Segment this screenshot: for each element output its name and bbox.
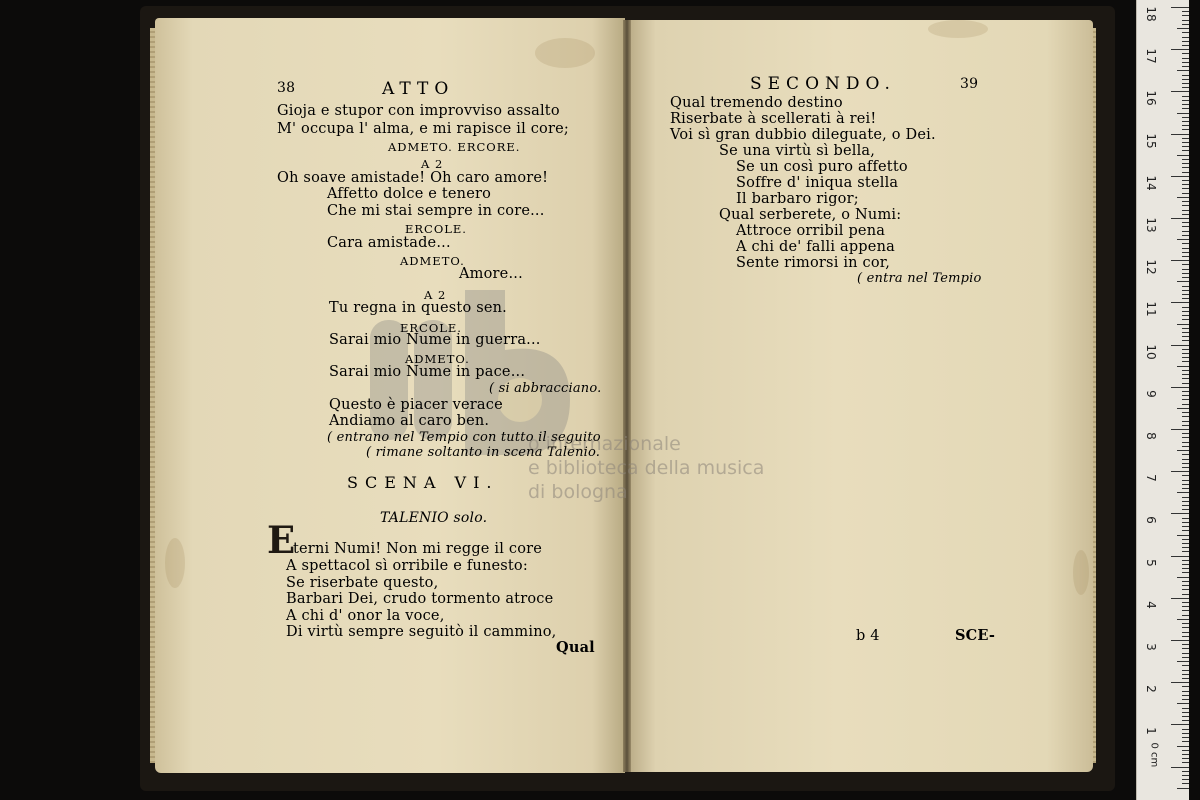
watermark-line-1: o internazionale <box>528 433 681 455</box>
ruler-tick <box>1182 226 1189 227</box>
ruler-tick <box>1177 788 1189 789</box>
ruler-tick <box>1182 421 1189 422</box>
ruler-tick <box>1171 640 1189 641</box>
ruler-tick <box>1182 632 1189 633</box>
ruler-tick <box>1182 349 1189 350</box>
right-page-number: 39 <box>960 76 979 92</box>
ruler-tick <box>1182 547 1189 548</box>
ruler-tick <box>1182 45 1189 46</box>
ruler-tick <box>1177 746 1189 747</box>
ruler-tick <box>1182 442 1189 443</box>
ruler-tick <box>1182 150 1189 151</box>
ruler-tick <box>1182 104 1189 105</box>
ruler-tick <box>1182 657 1189 658</box>
ruler-tick <box>1182 484 1189 485</box>
ruler-tick <box>1182 37 1189 38</box>
ruler-tick <box>1171 513 1189 514</box>
drop-cap: E <box>267 518 296 562</box>
ruler-tick <box>1182 269 1189 270</box>
ruler-tick <box>1182 378 1189 379</box>
ruler-tick <box>1182 87 1189 88</box>
ruler-tick <box>1177 28 1189 29</box>
text-line: Affetto dolce e tenero <box>327 186 492 202</box>
ruler-tick <box>1182 205 1189 206</box>
ruler-tick <box>1182 252 1189 253</box>
ruler-tick <box>1177 281 1189 282</box>
ruler-tick <box>1171 134 1189 135</box>
ruler-tick <box>1182 648 1189 649</box>
text-line: Il barbaro rigor; <box>736 191 859 207</box>
ruler-tick <box>1171 724 1189 725</box>
text-line: Amore... <box>459 266 523 282</box>
text-line: Che mi stai sempre in core... <box>327 203 545 219</box>
ruler-tick <box>1182 256 1189 257</box>
ruler-tick <box>1182 716 1189 717</box>
ruler-tick <box>1182 20 1189 21</box>
text-line: A chi de' falli appena <box>736 239 895 255</box>
catchword: Qual <box>556 639 595 656</box>
ruler-tick <box>1182 480 1189 481</box>
ruler-tick <box>1182 273 1189 274</box>
speaker-label: A 2 <box>424 288 447 302</box>
text-line: terni Numi! Non mi regge il core <box>293 541 543 557</box>
ruler-tick <box>1182 589 1189 590</box>
ruler-tick <box>1182 294 1189 295</box>
ruler-tick <box>1182 636 1189 637</box>
ruler-number: 14 <box>1144 175 1158 191</box>
watermark-line-3: di bologna <box>528 481 628 503</box>
ruler-tick <box>1182 146 1189 147</box>
ruler-tick <box>1182 163 1189 164</box>
ruler-tick <box>1182 66 1189 67</box>
text-line: Riserbate à scellerati à rei! <box>670 111 877 127</box>
ruler-tick <box>1182 193 1189 194</box>
ruler-tick <box>1182 437 1189 438</box>
ruler-tick <box>1177 197 1189 198</box>
speaker-label: ADMETO. <box>405 352 470 366</box>
ruler-tick <box>1182 783 1189 784</box>
ruler-tick <box>1182 11 1189 12</box>
ruler-tick <box>1182 319 1189 320</box>
ruler-tick <box>1182 670 1189 671</box>
ruler-tick <box>1171 91 1189 92</box>
ruler-tick <box>1177 492 1189 493</box>
text-line: Tu regna in questo sen. <box>329 300 507 316</box>
ruler-tick <box>1182 235 1189 236</box>
ruler-tick <box>1182 678 1189 679</box>
ruler-tick <box>1182 142 1189 143</box>
ruler-tick <box>1182 340 1189 341</box>
ruler-tick <box>1182 83 1189 84</box>
ruler-tick <box>1182 467 1189 468</box>
ruler-tick <box>1182 41 1189 42</box>
measurement-ruler <box>1136 0 1189 800</box>
ruler-tick <box>1182 720 1189 721</box>
ruler-tick <box>1182 708 1189 709</box>
ruler-number: 7 <box>1144 474 1158 482</box>
ruler-tick <box>1182 572 1189 573</box>
ruler-tick <box>1182 733 1189 734</box>
ruler-tick <box>1182 188 1189 189</box>
ruler-tick <box>1182 416 1189 417</box>
ruler-tick <box>1177 450 1189 451</box>
ruler-tick <box>1182 24 1189 25</box>
ruler-number: 3 <box>1144 643 1158 651</box>
ruler-number: 17 <box>1144 48 1158 64</box>
text-line: M' occupa l' alma, e mi rapisce il core; <box>277 121 569 137</box>
ruler-number: 11 <box>1144 301 1158 318</box>
ruler-tick <box>1182 391 1189 392</box>
ruler-tick <box>1171 218 1189 219</box>
ruler-tick <box>1182 298 1189 299</box>
text-line: Soffre d' iniqua stella <box>736 175 899 191</box>
speaker-label: ADMETO. ERCORE. <box>388 140 521 154</box>
text-line: Qual serberete, o Numi: <box>719 207 902 223</box>
ruler-tick <box>1182 771 1189 772</box>
signature-mark: b 4 <box>856 628 880 644</box>
ruler-tick <box>1182 222 1189 223</box>
ruler-tick <box>1177 703 1189 704</box>
text-line: Se riserbate questo, <box>286 575 439 591</box>
ruler-tick <box>1182 395 1189 396</box>
ruler-tick <box>1177 577 1189 578</box>
ruler-tick <box>1182 214 1189 215</box>
ruler-tick <box>1182 762 1189 763</box>
ruler-tick <box>1182 108 1189 109</box>
ruler-tick <box>1171 49 1189 50</box>
ruler-tick <box>1182 691 1189 692</box>
ruler-tick <box>1182 475 1189 476</box>
ruler-tick <box>1182 353 1189 354</box>
ruler-tick <box>1182 404 1189 405</box>
ruler-tick <box>1171 429 1189 430</box>
text-line: Sente rimorsi in cor, <box>736 255 891 271</box>
ruler-tick <box>1182 585 1189 586</box>
ruler-number: 8 <box>1144 432 1158 440</box>
ruler-tick <box>1182 750 1189 751</box>
ruler-number: 18 <box>1144 6 1158 22</box>
ruler-number: 13 <box>1144 217 1158 233</box>
ruler-tick <box>1171 302 1189 303</box>
ruler-tick <box>1171 176 1189 177</box>
text-line: Cara amistade... <box>327 235 451 251</box>
text-line: Se una virtù sì bella, <box>719 143 876 159</box>
text-line: Qual tremendo destino <box>670 95 843 111</box>
speaker-label: A 2 <box>421 157 444 171</box>
ruler-tick <box>1177 366 1189 367</box>
ruler-tick <box>1182 551 1189 552</box>
ruler-number: 16 <box>1144 90 1158 107</box>
right-running-head: SECONDO. <box>750 74 896 94</box>
ruler-tick <box>1182 412 1189 413</box>
ruler-tick <box>1182 125 1189 126</box>
speaker-label: ERCOLE. <box>400 321 462 335</box>
ruler-tick <box>1182 594 1189 595</box>
ruler-tick <box>1182 568 1189 569</box>
ruler-tick <box>1182 100 1189 101</box>
ruler-number: 5 <box>1144 558 1158 567</box>
speaker-label: ADMETO. <box>400 254 465 268</box>
ruler-tick <box>1171 387 1189 388</box>
ruler-number: 12 <box>1144 259 1158 275</box>
ruler-number: 15 <box>1144 132 1158 149</box>
ruler-tick <box>1171 682 1189 683</box>
text-line: Barbari Dei, crudo tormento atroce <box>286 591 554 607</box>
ruler-tick <box>1182 543 1189 544</box>
ruler-tick <box>1182 264 1189 265</box>
ruler-tick <box>1171 598 1189 599</box>
text-line: Sarai mio Nume in pace... <box>329 364 526 380</box>
ruler-tick <box>1182 58 1189 59</box>
ruler-tick <box>1182 686 1189 687</box>
ruler-tick <box>1171 260 1189 261</box>
ruler-tick <box>1182 361 1189 362</box>
ruler-tick <box>1182 505 1189 506</box>
ruler-tick <box>1182 62 1189 63</box>
ruler-tick <box>1177 535 1189 536</box>
ruler-number: 4 <box>1144 600 1158 609</box>
ruler-tick <box>1182 167 1189 168</box>
ruler-tick <box>1177 661 1189 662</box>
ruler-tick <box>1177 113 1189 114</box>
character-heading: TALENIO solo. <box>380 510 488 526</box>
ruler-tick <box>1182 699 1189 700</box>
ruler-tick <box>1182 433 1189 434</box>
ruler-tick <box>1182 184 1189 185</box>
ruler-tick <box>1182 180 1189 181</box>
ruler-tick <box>1182 117 1189 118</box>
ruler-tick <box>1182 530 1189 531</box>
ruler-tick <box>1182 497 1189 498</box>
ruler-tick <box>1171 767 1189 768</box>
ruler-tick <box>1182 307 1189 308</box>
ruler-tick <box>1171 471 1189 472</box>
text-line: Di virtù sempre seguitò il cammino, <box>286 624 557 640</box>
ruler-tick <box>1182 383 1189 384</box>
ruler-tick <box>1182 674 1189 675</box>
ruler-tick <box>1182 741 1189 742</box>
ruler-tick <box>1182 758 1189 759</box>
ruler-tick <box>1171 556 1189 557</box>
ruler-tick <box>1182 172 1189 173</box>
ruler-tick <box>1182 159 1189 160</box>
ruler-number: 10 <box>1144 343 1158 360</box>
ruler-tick <box>1182 332 1189 333</box>
ruler-tick <box>1182 357 1189 358</box>
ruler-tick <box>1182 754 1189 755</box>
text-line: Andiamo al caro ben. <box>329 413 490 429</box>
watermark-line-2: e biblioteca della musica <box>528 457 765 479</box>
ruler-tick <box>1182 729 1189 730</box>
ruler-tick <box>1182 243 1189 244</box>
ruler-tick <box>1182 627 1189 628</box>
text-line: Attroce orribil pena <box>736 223 886 239</box>
text-line: Questo è piacer verace <box>329 397 503 413</box>
stage-direction: ( entrano nel Tempio con tutto il seguito <box>327 430 601 445</box>
ruler-tick <box>1177 324 1189 325</box>
text-line: Gioja e stupor con improvviso assalto <box>277 103 560 119</box>
ruler-number: 2 <box>1144 685 1158 693</box>
ruler-tick <box>1182 518 1189 519</box>
ruler-tick <box>1182 290 1189 291</box>
ruler-tick <box>1182 488 1189 489</box>
ruler-tick <box>1177 408 1189 409</box>
ruler-tick <box>1182 138 1189 139</box>
ruler-tick <box>1182 311 1189 312</box>
speaker-label: ERCOLE. <box>405 222 467 236</box>
stage-direction: ( entra nel Tempio <box>857 271 982 286</box>
ruler-tick <box>1182 328 1189 329</box>
ruler-tick <box>1182 564 1189 565</box>
text-line: Se un così puro affetto <box>736 159 908 175</box>
ruler-tick <box>1182 210 1189 211</box>
stage-direction: ( rimane soltanto in scena Talenio. <box>366 445 601 460</box>
ruler-tick <box>1177 619 1189 620</box>
ruler-tick <box>1182 374 1189 375</box>
ruler-tick <box>1182 539 1189 540</box>
ruler-tick <box>1182 277 1189 278</box>
ruler-tick <box>1177 70 1189 71</box>
scene-heading: SCENA VI. <box>347 473 499 492</box>
ruler-tick <box>1182 286 1189 287</box>
ruler-tick <box>1182 15 1189 16</box>
ruler-number: 1 <box>1144 727 1158 736</box>
ruler-tick <box>1182 79 1189 80</box>
text-line: A spettacol sì orribile e funesto: <box>286 558 528 574</box>
ruler-tick <box>1182 231 1189 232</box>
text-line: Voi sì gran dubbio dileguate, o Dei. <box>670 127 936 143</box>
ruler-tick <box>1182 459 1189 460</box>
ruler-tick <box>1182 623 1189 624</box>
ruler-tick <box>1182 454 1189 455</box>
ruler-tick <box>1182 606 1189 607</box>
ruler-tick <box>1177 155 1189 156</box>
ruler-tick <box>1182 315 1189 316</box>
ruler-tick <box>1182 248 1189 249</box>
ruler-tick <box>1182 425 1189 426</box>
ruler-tick <box>1182 779 1189 780</box>
ruler-tick <box>1182 370 1189 371</box>
catchword: SCE- <box>955 627 996 644</box>
ruler-tick <box>1182 695 1189 696</box>
ruler-tick <box>1182 602 1189 603</box>
text-line: A chi d' onor la voce, <box>286 608 445 624</box>
ruler-tick <box>1182 644 1189 645</box>
left-page-number: 38 <box>277 80 296 96</box>
ruler-number: 9 <box>1144 389 1158 398</box>
ruler-tick <box>1182 615 1189 616</box>
ruler-tick <box>1182 75 1189 76</box>
ruler-tick <box>1182 522 1189 523</box>
ruler-tick <box>1182 737 1189 738</box>
book-gutter <box>623 20 631 772</box>
ruler-tick <box>1171 345 1189 346</box>
ruler-tick <box>1182 96 1189 97</box>
ruler-tick <box>1182 121 1189 122</box>
ruler-tick <box>1182 399 1189 400</box>
stage-direction: ( si abbracciano. <box>489 381 602 396</box>
ruler-tick <box>1177 239 1189 240</box>
ruler-tick <box>1182 775 1189 776</box>
ruler-tick <box>1182 336 1189 337</box>
ruler-tick <box>1182 526 1189 527</box>
ruler-tick <box>1182 53 1189 54</box>
ruler-tick <box>1182 463 1189 464</box>
ruler-tick <box>1182 581 1189 582</box>
ruler-tick <box>1182 509 1189 510</box>
text-line: Oh soave amistade! Oh caro amore! <box>277 170 549 186</box>
ruler-tick <box>1182 201 1189 202</box>
left-running-head: ATTO <box>382 79 455 99</box>
ruler-tick <box>1182 712 1189 713</box>
ruler-tick <box>1182 665 1189 666</box>
ruler-tick <box>1182 560 1189 561</box>
ruler-tick <box>1182 129 1189 130</box>
ruler-unit-label: 0 cm <box>1148 742 1160 768</box>
ruler-tick <box>1182 32 1189 33</box>
ruler-tick <box>1182 501 1189 502</box>
ruler-tick <box>1171 7 1189 8</box>
ruler-tick <box>1182 610 1189 611</box>
text-line: Sarai mio Nume in guerra... <box>329 332 541 348</box>
ruler-tick <box>1182 653 1189 654</box>
ruler-tick <box>1182 446 1189 447</box>
ruler-number: 6 <box>1144 516 1158 525</box>
